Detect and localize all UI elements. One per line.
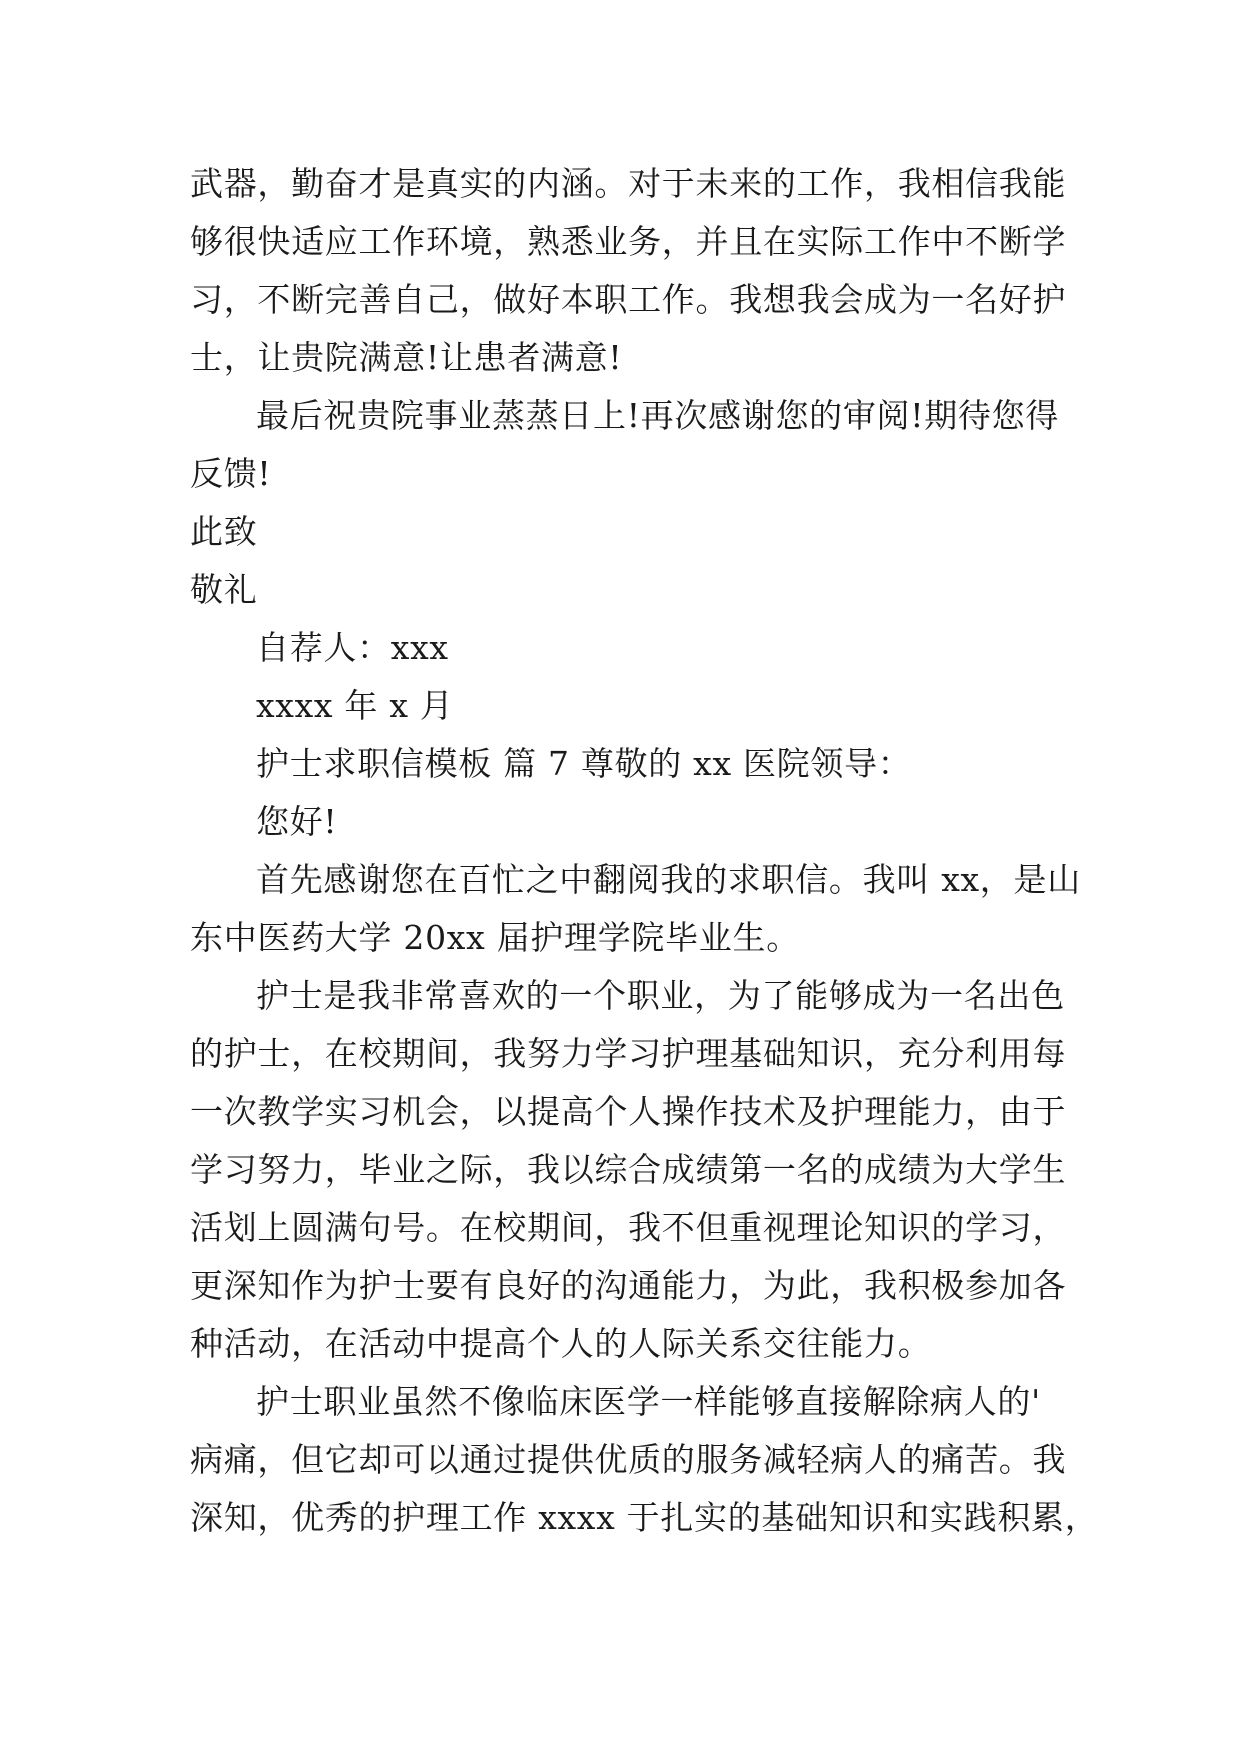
paragraph-line: 活划上圆满句号。在校期间，我不但重视理论知识的学习， (190, 1208, 1067, 1247)
paragraph-line: 更深知作为护士要有良好的沟通能力，为此，我积极参加各 (190, 1266, 1067, 1305)
paragraph-line: 最后祝贵院事业蒸蒸日上!再次感谢您的审阅!期待您得 (256, 396, 1060, 435)
paragraph-line: 种活动，在活动中提高个人的人际关系交往能力。 (190, 1324, 932, 1363)
closing-line: 此致 (190, 512, 258, 551)
paragraph-line: 深知，优秀的护理工作 xxxx 于扎实的基础知识和实践积累， (190, 1498, 1099, 1537)
paragraph-line: 的护士，在校期间，我努力学习护理基础知识，充分利用每 (190, 1034, 1067, 1073)
paragraph-line: 首先感谢您在百忙之中翻阅我的求职信。我叫 xx，是山 (256, 860, 1081, 899)
section-heading: 护士求职信模板 篇 7 尊敬的 xx 医院领导： (256, 744, 912, 783)
paragraph-line: 够很快适应工作环境，熟悉业务，并且在实际工作中不断学 (190, 222, 1067, 261)
paragraph-line: 学习努力，毕业之际，我以综合成绩第一名的成绩为大学生 (190, 1150, 1067, 1189)
paragraph-line: 护士是我非常喜欢的一个职业，为了能够成为一名出色 (256, 976, 1065, 1015)
paragraph-line: 习，不断完善自己，做好本职工作。我想我会成为一名好护 (190, 280, 1067, 319)
paragraph-line: 反馈! (190, 454, 272, 493)
paragraph-line: 护士职业虽然不像临床医学一样能够直接解除病人的' (256, 1382, 1041, 1421)
signature-line: 自荐人：xxx (256, 628, 449, 667)
greeting-line: 您好! (256, 802, 338, 841)
paragraph-line: 病痛，但它却可以通过提供优质的服务减轻病人的痛苦。我 (190, 1440, 1067, 1479)
paragraph-line: 一次教学实习机会，以提高个人操作技术及护理能力，由于 (190, 1092, 1067, 1131)
paragraph-line: 武器，勤奋才是真实的内涵。对于未来的工作，我相信我能 (190, 164, 1067, 203)
closing-line: 敬礼 (190, 570, 258, 609)
paragraph-line: 东中医药大学 20xx 届护理学院毕业生。 (190, 918, 800, 957)
date-line: xxxx 年 x 月 (256, 686, 454, 725)
paragraph-line: 士，让贵院满意!让患者满意! (190, 338, 623, 377)
